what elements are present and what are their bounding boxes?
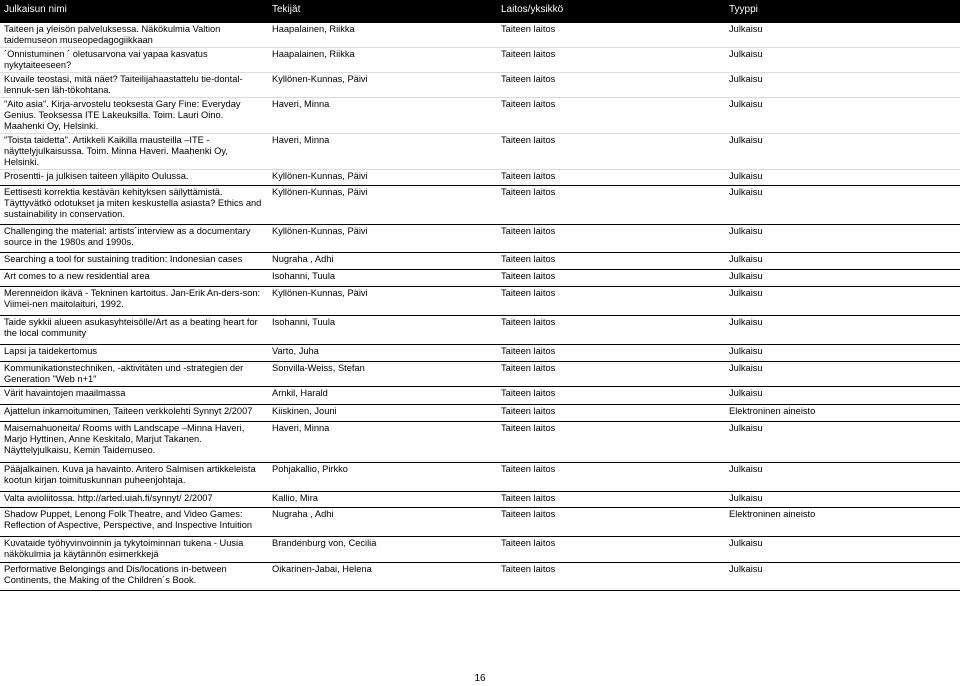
title-cell: Merenneidon ikävä - Tekninen kartoitus. Jan-Erik An-ders-son: Viimei-nen maitolaituri, 1992.	[0, 287, 268, 316]
type-cell: Julkaisu	[725, 537, 960, 563]
title-cell: Värit havaintojen maailmassa	[0, 387, 268, 405]
author-cell: Isohanni, Tuula	[268, 316, 497, 345]
title-cell: Maisemahuoneita/ Rooms with Landscape –Minna Haveri, Marjo Hyttinen, Anne Keskitalo, Marjut Takanen. Näyttelyjulkaisu, Kemin Taidemuseo.	[0, 422, 268, 463]
author-cell: Isohanni, Tuula	[268, 270, 497, 287]
type-cell: Julkaisu	[725, 463, 960, 492]
type-cell: Julkaisu	[725, 287, 960, 316]
type-cell: Julkaisu	[725, 48, 960, 73]
table-row	[0, 253, 960, 270]
department-cell: Taiteen laitos	[497, 48, 725, 73]
department-cell: Taiteen laitos	[497, 405, 725, 422]
author-cell: Kyllönen-Kunnas, Päivi	[268, 73, 497, 98]
header-type: Tyyppi	[725, 0, 960, 23]
author-cell: Haapalainen, Riikka	[268, 48, 497, 73]
author-cell: Brandenburg von, Cecilia	[268, 537, 497, 563]
type-cell: Julkaisu	[725, 134, 960, 170]
title-cell: Prosentti- ja julkisen taiteen ylläpito Oulussa.	[0, 170, 268, 186]
table-row	[0, 98, 960, 134]
table-row	[0, 387, 960, 405]
title-cell: "Toista taidetta". Artikkeli Kaikilla mausteilla –ITE -näyttelyjulkaisussa. Toim. Minna Haveri. Maahenki Oy, Helsinki.	[0, 134, 268, 170]
author-cell: Varto, Juha	[268, 345, 497, 362]
department-cell: Taiteen laitos	[497, 463, 725, 492]
author-cell: Kyllönen-Kunnas, Päivi	[268, 186, 497, 225]
table-row	[0, 345, 960, 362]
table-row	[0, 463, 960, 492]
type-cell: Julkaisu	[725, 362, 960, 387]
department-cell: Taiteen laitos	[497, 362, 725, 387]
type-cell: Julkaisu	[725, 492, 960, 508]
table-header	[0, 0, 960, 23]
type-cell: Julkaisu	[725, 73, 960, 98]
title-cell: Ajattelun inkarnoituminen, Taiteen verkkolehti Synnyt 2/2007	[0, 405, 268, 422]
header-title: Julkaisun nimi	[0, 0, 268, 23]
author-cell: Pohjakallio, Pirkko	[268, 463, 497, 492]
table-row	[0, 287, 960, 316]
table-row	[0, 563, 960, 591]
author-cell: Kyllönen-Kunnas, Päivi	[268, 225, 497, 253]
table-row	[0, 134, 960, 170]
title-cell: Taide sykkii alueen asukasyhteisölle/Art as a beating heart for the local community	[0, 316, 268, 345]
title-cell: Valta avioliitossa. http://arted.uiah.fi/synnyt/ 2/2007	[0, 492, 268, 508]
title-cell: Pääjalkainen. Kuva ja havainto. Antero Salmisen artikkeleista kootun kirjan toimituskunnan puheenjohtaja.	[0, 463, 268, 492]
author-cell: Kallio, Mira	[268, 492, 497, 508]
title-cell: Lapsi ja taidekertomus	[0, 345, 268, 362]
table-row	[0, 186, 960, 225]
department-cell: Taiteen laitos	[497, 422, 725, 463]
table-row	[0, 170, 960, 186]
type-cell: Julkaisu	[725, 563, 960, 591]
type-cell: Julkaisu	[725, 316, 960, 345]
type-cell: Elektroninen aineisto	[725, 405, 960, 422]
table-row	[0, 270, 960, 287]
author-cell: Haveri, Minna	[268, 134, 497, 170]
title-cell: Performative Belongings and Dis/locations in-between Continents, the Making of the Children´s Book.	[0, 563, 268, 591]
table-row	[0, 537, 960, 563]
author-cell: Haveri, Minna	[268, 422, 497, 463]
header-row	[0, 0, 960, 23]
type-cell: Julkaisu	[725, 422, 960, 463]
table-row	[0, 508, 960, 537]
department-cell: Taiteen laitos	[497, 508, 725, 537]
table-row	[0, 405, 960, 422]
department-cell: Taiteen laitos	[497, 253, 725, 270]
table-row	[0, 48, 960, 73]
department-cell: Taiteen laitos	[497, 170, 725, 186]
table-row	[0, 73, 960, 98]
type-cell: Julkaisu	[725, 98, 960, 134]
author-cell: Nugraha , Adhi	[268, 508, 497, 537]
type-cell: Julkaisu	[725, 170, 960, 186]
table-row	[0, 316, 960, 345]
title-cell: "Aito asia". Kirja-arvostelu teoksesta Gary Fine: Everyday Genius. Teoksessa ITE Lakeuksilla. Toim. Lauri Oino. Maahenki Oy, Helsinki.	[0, 98, 268, 134]
department-cell: Taiteen laitos	[497, 563, 725, 591]
title-cell: Kuvaile teostasi, mitä näet? Taiteilijahaastattelu tie-dontal-lennuk-sen läh-tökohtana.	[0, 73, 268, 98]
title-cell: Kuvataide työhyvinvoinnin ja tykytoiminnan tukena - Uusia näkökulmia ja käytännön esimerkkejä	[0, 537, 268, 563]
type-cell: Julkaisu	[725, 253, 960, 270]
department-cell: Taiteen laitos	[497, 492, 725, 508]
title-cell: Taiteen ja yleisön palveluksessa. Näkökulmia Valtion taidemuseon museopedagogiikkaan	[0, 23, 268, 48]
department-cell: Taiteen laitos	[497, 387, 725, 405]
author-cell: Sonvilla-Weiss, Stefan	[268, 362, 497, 387]
type-cell: Julkaisu	[725, 23, 960, 48]
table-row	[0, 23, 960, 48]
department-cell: Taiteen laitos	[497, 345, 725, 362]
title-cell: Kommunikationstechniken, -aktivitäten und -strategien der Generation "Web n+1"	[0, 362, 268, 387]
department-cell: Taiteen laitos	[497, 225, 725, 253]
title-cell: Eettisesti korrektia kestävän kehityksen säilyttämistä. Täyttyvätkö odotukset ja miten keskustella asiasta? Ethics and sustainability in conservation.	[0, 186, 268, 225]
author-cell: Kyllönen-Kunnas, Päivi	[268, 287, 497, 316]
department-cell: Taiteen laitos	[497, 134, 725, 170]
table-row	[0, 492, 960, 508]
department-cell: Taiteen laitos	[497, 186, 725, 225]
table-row	[0, 422, 960, 463]
title-cell: ´Onnistuminen ´ oletusarvona vai yapaa kasvatus nykytaiteeseen?	[0, 48, 268, 73]
table-body	[0, 23, 960, 591]
author-cell: Kiiskinen, Jouni	[268, 405, 497, 422]
type-cell: Julkaisu	[725, 225, 960, 253]
type-cell: Julkaisu	[725, 186, 960, 225]
department-cell: Taiteen laitos	[497, 287, 725, 316]
title-cell: Art comes to a new residential area	[0, 270, 268, 287]
department-cell: Taiteen laitos	[497, 98, 725, 134]
author-cell: Haapalainen, Riikka	[268, 23, 497, 48]
author-cell: Kyllönen-Kunnas, Päivi	[268, 170, 497, 186]
author-cell: Oikarinen-Jabai, Helena	[268, 563, 497, 591]
page-number: 16	[474, 673, 486, 684]
type-cell: Julkaisu	[725, 387, 960, 405]
header-author: Tekijät	[268, 0, 497, 23]
type-cell: Julkaisu	[725, 345, 960, 362]
title-cell: Shadow Puppet, Lenong Folk Theatre, and Video Games: Reflection of Aspective, Perspective, and Inspective Intuition	[0, 508, 268, 537]
department-cell: Taiteen laitos	[497, 73, 725, 98]
table-row	[0, 225, 960, 253]
title-cell: Challenging the material: artists´interview as a documentary source in the 1980s and 1990s.	[0, 225, 268, 253]
department-cell: Taiteen laitos	[497, 270, 725, 287]
title-cell: Searching a tool for sustaining tradition: Indonesian cases	[0, 253, 268, 270]
department-cell: Taiteen laitos	[497, 537, 725, 563]
header-department: Laitos/yksikkö	[497, 0, 725, 23]
department-cell: Taiteen laitos	[497, 23, 725, 48]
author-cell: Arnkil, Harald	[268, 387, 497, 405]
table-row	[0, 362, 960, 387]
type-cell: Julkaisu	[725, 270, 960, 287]
department-cell: Taiteen laitos	[497, 316, 725, 345]
author-cell: Haveri, Minna	[268, 98, 497, 134]
author-cell: Nugraha , Adhi	[268, 253, 497, 270]
type-cell: Elektroninen aineisto	[725, 508, 960, 537]
